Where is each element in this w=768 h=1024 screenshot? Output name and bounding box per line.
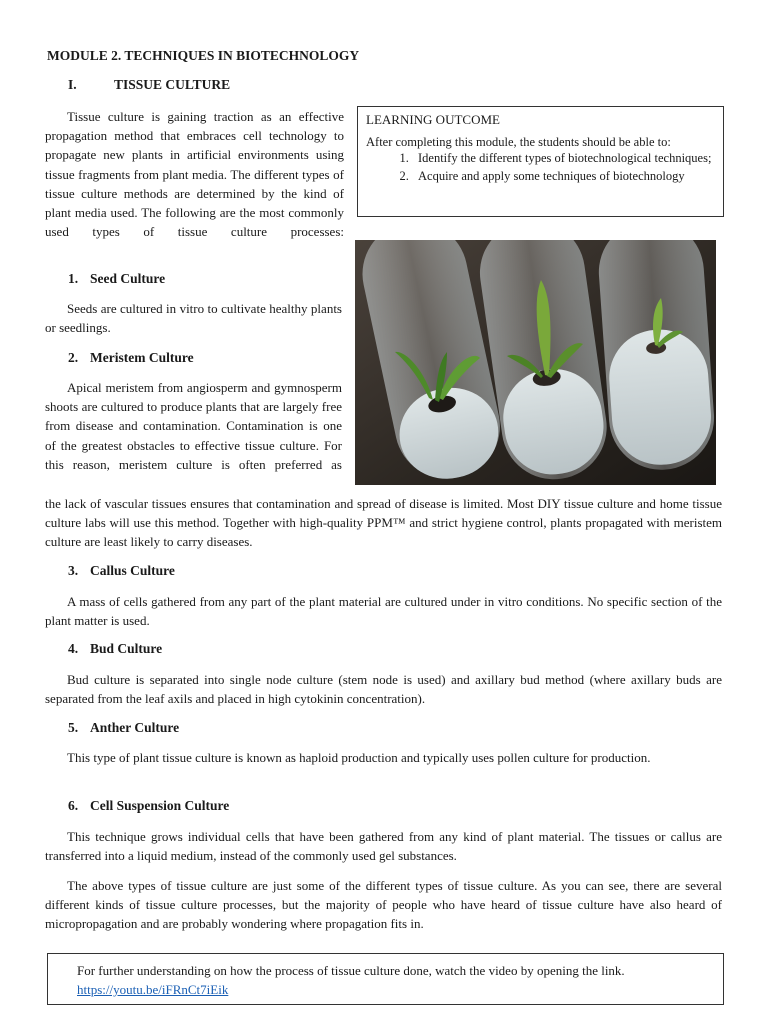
type-text-bud: Bud culture is separated into single node culture (stem node is used) and axillary bud method (where axillary buds are separated from the leaf axils and placed in high cytokinin concentration). <box>45 672 722 707</box>
type-heading-cell-suspension: 6. Cell Suspension Culture <box>68 798 230 813</box>
intro-paragraph: Tissue culture is gaining traction as an effective propagation method that embraces cell technology to propagate new plants in artificial environments using tissue fragments from plant media. The different types of tissue culture methods are determined by the kind of plant media used. The following are the most commonly used types of tissue culture processes: <box>45 109 344 240</box>
learning-outcome-intro: After completing this module, the students should be able to: <box>366 135 671 149</box>
learning-outcome-list <box>366 150 715 184</box>
type-heading-bud: 4. Bud Culture <box>68 641 163 656</box>
video-link-text: For further understanding on how the process of tissue culture done, watch the video by opening the link. <box>77 963 625 978</box>
type-text-callus: A mass of cells gathered from any part of the plant material are cultured under in vitro conditions. No specific section of the plant matter is used. <box>45 594 722 629</box>
video-link-box <box>47 953 724 1005</box>
learning-outcome-box <box>357 106 724 217</box>
type-text-seed: Seeds are cultured in vitro to cultivate healthy plants or seedlings. <box>45 301 342 336</box>
learning-outcome-title: LEARNING OUTCOME <box>366 112 500 127</box>
video-link[interactable]: https://youtu.be/iFRnCt7iEik <box>77 982 229 997</box>
type-heading-seed: 1. Seed Culture <box>68 271 166 286</box>
learning-outcome-item: 1. Identify the different types of biotechnological techniques; <box>412 150 715 166</box>
closing-paragraph: The above types of tissue culture are just some of the different types of tissue culture. As you can see, there are several different kinds of tissue culture processes, but the majority of people who have heard of tissue culture have also heard of micropropagation and are probably wondering where propagation fits in. <box>45 878 722 932</box>
module-title: MODULE 2. TECHNIQUES IN BIOTECHNOLOGY <box>47 48 360 63</box>
test-tubes-illustration <box>355 240 716 485</box>
section-heading <box>68 77 230 93</box>
section-numeral: I. <box>68 77 77 92</box>
type-heading-callus: 3. Callus Culture <box>68 563 175 578</box>
type-text-meristem-b: the lack of vascular tissues ensures that contamination and spread of disease is limited. Most DIY tissue culture and home tissue culture labs will use this method. Together with high-quality PPM™ and strict hygiene control, plants propagated with meristem culture are least likely to carry diseases. <box>45 496 722 550</box>
type-heading-meristem: 2. Meristem Culture <box>68 350 194 365</box>
type-heading-anther: 5. Anther Culture <box>68 720 180 735</box>
type-text-meristem-a: Apical meristem from angiosperm and gymnosperm shoots are cultured to produce plants that are largely free from disease and contamination. Contamination is one of the greatest obstacles to effective tissue culture. For this reason, meristem culture is often preferred as <box>45 380 342 472</box>
type-text-anther: This type of plant tissue culture is known as haploid production and typically uses pollen culture for production. <box>67 750 651 765</box>
section-title: TISSUE CULTURE <box>114 77 231 92</box>
tissue-culture-photo <box>355 240 716 485</box>
type-text-cell-suspension: This technique grows individual cells that have been gathered from any kind of plant material. The tissues or callus are transferred into a liquid medium, instead of the commonly used gel substances. <box>45 829 722 864</box>
learning-outcome-item: 2. Acquire and apply some techniques of biotechnology <box>412 168 715 184</box>
